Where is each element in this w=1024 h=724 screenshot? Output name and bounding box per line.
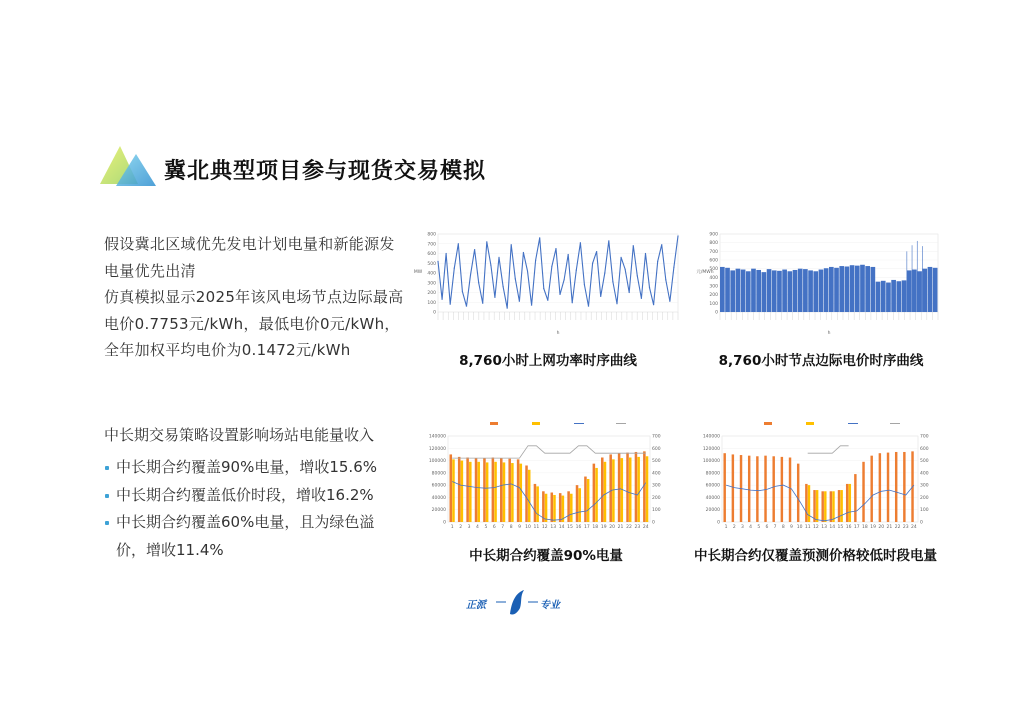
price-bar	[845, 267, 850, 313]
footer-right-text: 专业	[540, 600, 560, 611]
y-tick-label: 140000	[702, 434, 720, 440]
energy-bar	[450, 454, 453, 522]
price-bar	[876, 282, 881, 312]
x-tick-label: 2	[732, 525, 736, 530]
chart-caption-power: 8,760小时上网功率时序曲线	[459, 353, 637, 369]
y-tick-label: 500	[427, 261, 436, 267]
contract-bar	[578, 488, 581, 522]
price-bar	[808, 270, 813, 312]
y-tick-label: 60000	[705, 483, 720, 489]
x-tick-label: 18	[592, 525, 599, 530]
y-tick-label: 0	[433, 310, 436, 316]
title-block	[98, 140, 618, 190]
x-tick-label: 15	[837, 525, 844, 530]
price-timeseries-svg	[696, 228, 942, 340]
power-timeseries-chart	[412, 228, 684, 340]
contract-bar	[587, 479, 590, 522]
energy-bar	[500, 458, 503, 522]
section-heading: 中长期交易策略设置影响场站电能量收入	[104, 426, 375, 444]
footer-logo	[462, 588, 572, 620]
y2-tick-label: 100	[920, 508, 929, 514]
contract-bar	[808, 485, 810, 522]
energy-bar	[601, 458, 604, 523]
chart-caption-price: 8,760小时节点边际电价时序曲线	[718, 353, 924, 369]
x-tick-label: 5	[484, 525, 488, 530]
energy-bar	[466, 458, 469, 523]
contract-bar	[494, 462, 497, 522]
y-tick-label: 0	[715, 310, 718, 316]
energy-bar	[567, 491, 570, 522]
x-tick-label: 22	[894, 525, 901, 530]
x-tick-label: 8	[781, 525, 785, 530]
x-tick-label: 3	[467, 525, 471, 530]
x-tick-label: 23	[902, 525, 909, 530]
contract-bar	[840, 490, 842, 522]
energy-bar	[635, 452, 638, 522]
price-bar	[777, 271, 782, 312]
price-bar	[787, 271, 792, 312]
x-tick-label: 11	[804, 525, 811, 530]
chart-caption-contract-90: 中长期合约覆盖90%电量	[469, 548, 623, 564]
y-tick-label: 60000	[431, 483, 446, 489]
energy-bar	[559, 493, 562, 522]
contract-price-line	[808, 446, 849, 453]
x-tick-label: 7	[501, 525, 505, 530]
x-tick-label: 3	[740, 525, 744, 530]
x-tick-label: 4	[476, 525, 479, 530]
y-tick-label: 80000	[705, 471, 720, 477]
contract-bar	[503, 462, 506, 522]
price-bar	[824, 268, 829, 312]
x-tick-label: 17	[853, 525, 860, 530]
energy-bar	[797, 464, 799, 522]
x-tick-label: 23	[634, 525, 641, 530]
contract-bar	[528, 470, 531, 522]
energy-bar	[593, 464, 596, 522]
y-tick-label: 100000	[428, 459, 446, 465]
price-bar	[850, 265, 855, 312]
y-tick-label: 700	[427, 242, 436, 248]
x-tick-label: 16	[845, 525, 852, 530]
price-bar	[798, 269, 803, 312]
contract-lowprice-svg	[694, 416, 940, 534]
energy-bar	[732, 454, 734, 522]
y-axis-label: MW	[413, 270, 423, 275]
x-axis-label: h	[827, 331, 831, 336]
contract-bar	[637, 457, 640, 522]
bullet-item: 中长期合约覆盖90%电量，增收15.6%	[104, 454, 404, 482]
y-tick-label: 140000	[428, 434, 446, 440]
y2-tick-label: 500	[920, 459, 929, 465]
x-tick-label: 22	[626, 525, 632, 530]
energy-bar	[576, 485, 579, 522]
y2-tick-label: 200	[652, 495, 661, 501]
contract-90-chart	[420, 416, 672, 534]
y-tick-label: 900	[709, 232, 718, 238]
footer-left-text: 正派	[466, 600, 486, 611]
x-tick-label: 11	[533, 525, 540, 530]
energy-bar	[748, 456, 750, 522]
price-bar	[725, 268, 730, 312]
x-tick-label: 10	[796, 525, 803, 530]
energy-bar	[854, 474, 856, 522]
price-bar	[865, 266, 870, 312]
y2-tick-label: 700	[920, 434, 929, 440]
x-tick-label: 19	[600, 525, 607, 530]
y-tick-label: 300	[427, 281, 436, 287]
contract-bar	[486, 462, 489, 522]
y2-tick-label: 400	[652, 471, 661, 477]
price-bar	[746, 271, 751, 312]
price-bar	[762, 272, 767, 312]
contract-bar	[612, 459, 615, 522]
paragraph-2: 仿真模拟显示2025年该风电场节点边际最高电价0.7753元/kWh，最低电价0元/kWh，全年加权平均电价为0.1472元/kWh	[104, 288, 404, 359]
x-tick-label: 21	[886, 525, 893, 530]
y-tick-label: 200	[427, 291, 436, 296]
price-bar	[819, 270, 824, 312]
x-tick-label: 6	[765, 525, 769, 530]
y-tick-label: 200	[709, 293, 718, 299]
power-series-line	[438, 236, 678, 308]
y2-tick-label: 600	[652, 446, 661, 452]
y-tick-label: 0	[443, 520, 446, 526]
legend-swatch	[764, 422, 772, 425]
y-tick-label: 600	[427, 252, 436, 257]
contract-bar	[832, 491, 834, 522]
y-tick-label: 400	[709, 275, 718, 281]
contract-bar	[520, 464, 523, 522]
y2-tick-label: 0	[920, 520, 923, 526]
y-tick-label: 120000	[428, 446, 446, 452]
energy-bar	[492, 458, 495, 523]
price-bar	[736, 269, 741, 312]
energy-bar	[789, 458, 791, 523]
price-bar	[871, 267, 876, 312]
y2-tick-label: 300	[652, 483, 661, 489]
y-tick-label: 100000	[702, 459, 720, 465]
energy-bar	[772, 456, 774, 522]
price-bar	[741, 270, 746, 312]
y-tick-label: 300	[709, 284, 718, 290]
y-tick-label: 80000	[431, 471, 446, 477]
x-tick-label: 12	[813, 525, 819, 530]
energy-bar	[862, 462, 864, 522]
y2-tick-label: 300	[920, 483, 929, 489]
x-tick-label: 7	[773, 525, 777, 530]
x-tick-label: 16	[575, 525, 582, 530]
paragraph-1: 假设冀北区域优先发电计划电量和新能源发电量优先出清	[104, 235, 395, 280]
contract-bar	[629, 458, 632, 523]
x-tick-label: 13	[550, 525, 557, 530]
y2-tick-label: 200	[920, 495, 929, 501]
energy-bar	[879, 453, 881, 522]
energy-bar	[821, 491, 823, 522]
contract-bar	[824, 491, 826, 522]
y-tick-label: 0	[717, 520, 720, 526]
y-tick-label: 20000	[431, 508, 446, 514]
price-bar	[886, 283, 891, 312]
contract-bar	[553, 495, 556, 522]
y2-tick-label: 500	[652, 459, 661, 465]
price-bar	[917, 271, 922, 312]
energy-bar	[458, 457, 461, 522]
contract-lowprice-chart	[694, 416, 940, 534]
y-tick-label: 40000	[705, 495, 720, 501]
legend-swatch	[490, 422, 498, 425]
price-bar	[751, 269, 756, 312]
energy-bar	[813, 490, 815, 522]
y-tick-label: 500	[709, 267, 718, 273]
power-timeseries-svg	[412, 228, 684, 340]
y-tick-label: 800	[427, 232, 436, 238]
x-tick-label: 2	[459, 525, 463, 530]
y2-tick-label: 400	[920, 471, 929, 477]
bullet-list	[104, 454, 404, 564]
energy-bar	[551, 493, 554, 522]
energy-bar	[887, 453, 889, 522]
price-bar	[834, 268, 839, 312]
contract-bar	[595, 468, 598, 522]
price-bar	[902, 280, 907, 312]
x-tick-label: 20	[878, 525, 885, 530]
spot-price-line	[726, 485, 914, 521]
y-tick-label: 40000	[431, 495, 446, 501]
y-tick-label: 800	[709, 241, 718, 247]
x-tick-label: 14	[829, 525, 836, 530]
energy-bar	[903, 452, 905, 522]
y-tick-label: 20000	[705, 508, 720, 514]
contract-bar	[570, 494, 573, 522]
contract-bar	[646, 456, 649, 522]
price-bar	[793, 270, 798, 312]
price-bar	[813, 271, 818, 312]
price-bar	[912, 270, 917, 312]
x-tick-label: 21	[617, 525, 624, 530]
contract-bar	[469, 462, 472, 522]
contract-bar	[604, 462, 607, 522]
price-bar	[803, 269, 808, 312]
y-tick-label: 400	[427, 271, 436, 277]
triangle-logo-icon	[98, 144, 160, 188]
energy-bar	[764, 456, 766, 522]
energy-bar	[830, 491, 832, 522]
x-tick-label: 20	[609, 525, 615, 530]
x-tick-label: 14	[558, 525, 565, 530]
price-bar	[922, 269, 927, 312]
x-tick-label: 18	[862, 525, 868, 530]
price-bar	[881, 281, 886, 312]
contract-price-line	[452, 446, 646, 458]
legend-swatch	[806, 422, 814, 425]
energy-bar	[534, 484, 537, 522]
chart-caption-contract-lowprice: 中长期合约仅覆盖预测价格较低时段电量	[694, 548, 937, 564]
contract-bar	[511, 463, 514, 522]
price-bar	[907, 270, 912, 312]
x-tick-label: 4	[749, 525, 753, 530]
y2-tick-label: 700	[652, 434, 661, 440]
energy-bar	[626, 453, 629, 522]
x-tick-label: 9	[518, 525, 521, 530]
energy-bar	[618, 453, 621, 522]
contract-90-svg	[420, 416, 672, 534]
contract-bar	[477, 462, 480, 522]
x-tick-label: 19	[870, 525, 876, 530]
x-tick-label: 6	[492, 525, 496, 530]
energy-bar	[895, 452, 897, 522]
y-axis-label: 元/MWh	[696, 270, 714, 275]
price-bar	[772, 270, 777, 312]
y2-tick-label: 600	[920, 446, 929, 452]
energy-bar	[870, 456, 872, 522]
x-tick-label: 24	[642, 525, 649, 530]
price-bar	[933, 268, 938, 312]
page-title: 冀北典型项目参与现货交易模拟	[164, 159, 487, 184]
x-tick-label: 5	[757, 525, 761, 530]
y-tick-label: 100	[709, 301, 718, 307]
x-tick-label: 9	[789, 525, 793, 530]
energy-bar	[781, 457, 783, 522]
energy-bar	[756, 456, 758, 522]
price-timeseries-chart	[696, 228, 942, 340]
energy-bar	[483, 458, 486, 522]
energy-bar	[525, 465, 528, 522]
y-tick-label: 120000	[702, 446, 720, 452]
price-bar	[756, 270, 761, 312]
bullet-item: 中长期合约覆盖60%电量，且为绿色溢价，增收11.4%	[104, 509, 404, 564]
contract-bar	[816, 490, 818, 522]
y-tick-label: 600	[709, 258, 718, 264]
x-tick-label: 8	[509, 525, 513, 530]
x-tick-label: 10	[525, 525, 531, 530]
price-bar	[928, 267, 933, 312]
price-bar	[782, 270, 787, 312]
contract-bar	[849, 484, 851, 522]
price-bar	[730, 270, 735, 312]
legend-swatch	[532, 422, 540, 425]
energy-bar	[805, 484, 807, 522]
energy-bar	[475, 458, 478, 522]
x-tick-label: 24	[911, 525, 917, 530]
contract-bar	[536, 486, 539, 522]
contract-bar	[461, 461, 464, 522]
energy-bar	[609, 454, 612, 522]
price-bar	[896, 281, 901, 312]
x-tick-label: 12	[541, 525, 548, 530]
x-tick-label: 17	[584, 525, 590, 530]
y2-tick-label: 100	[652, 508, 661, 514]
y-tick-label: 700	[709, 249, 718, 255]
price-bar	[839, 266, 844, 312]
energy-bar	[846, 484, 848, 522]
x-tick-label: 13	[821, 525, 827, 530]
contract-bar	[545, 494, 548, 522]
energy-bar	[508, 459, 511, 522]
energy-bar	[584, 477, 587, 522]
price-bar	[829, 267, 834, 312]
energy-bar	[723, 453, 725, 522]
body-text	[104, 231, 404, 364]
price-bar	[860, 265, 865, 312]
x-tick-label: 15	[567, 525, 573, 530]
price-bar	[767, 269, 772, 312]
x-axis-label: h	[556, 331, 560, 336]
price-bar	[855, 266, 860, 312]
x-tick-label: 1	[450, 525, 454, 530]
price-bar	[891, 280, 896, 312]
price-bar	[720, 267, 725, 312]
y2-tick-label: 0	[652, 520, 655, 526]
y-tick-label: 100	[427, 300, 436, 306]
bullet-item: 中长期合约覆盖低价时段，增收16.2%	[104, 482, 404, 510]
energy-bar	[517, 459, 520, 522]
spot-price-line	[452, 482, 646, 521]
contract-bar	[452, 459, 455, 522]
x-tick-label: 1	[724, 525, 728, 530]
